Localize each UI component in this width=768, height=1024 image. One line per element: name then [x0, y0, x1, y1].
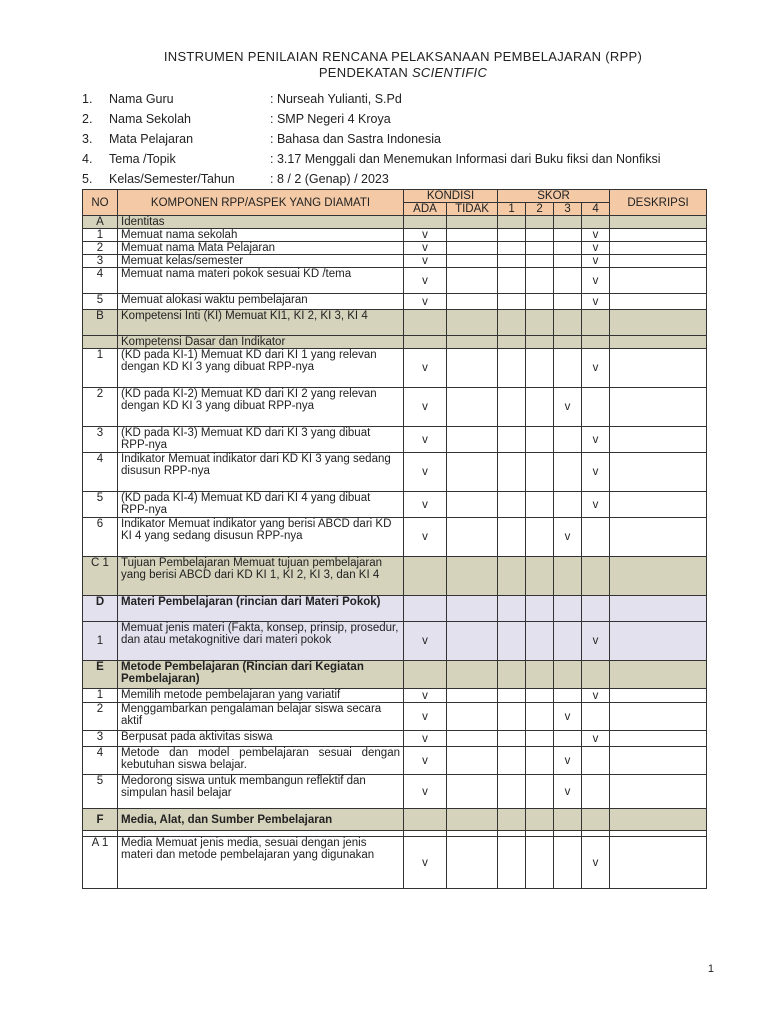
- row-text: (KD pada KI-1) Memuat KD dari KI 1 yang relevan dengan KD KI 3 yang dibuat RPP-nya: [118, 349, 404, 388]
- check-ada: v: [404, 689, 447, 703]
- row-text: Metode dan model pembelajaran sesuai dengan kebutuhan siswa belajar.: [118, 747, 404, 775]
- header-skor-4: 4: [582, 203, 610, 216]
- info-value: : 3.17 Menggali dan Menemukan Informasi dari Buku fiksi dan Nonfiksi: [270, 152, 661, 166]
- check-ada: v: [404, 349, 447, 388]
- check-ada: v: [404, 242, 447, 255]
- check-ada: v: [404, 427, 447, 453]
- info-value: : Bahasa dan Sastra Indonesia: [270, 132, 441, 146]
- info-label: Nama Guru: [109, 92, 174, 106]
- row-no: 3: [83, 255, 118, 268]
- info-value: : 8 / 2 (Genap) / 2023: [270, 172, 389, 186]
- row-text: Identitas: [118, 216, 404, 229]
- check-score-3: v: [554, 518, 582, 557]
- row-text: (KD pada KI-3) Memuat KD dari KI 3 yang dibuat RPP-nya: [118, 427, 404, 453]
- check-score-3: v: [554, 388, 582, 427]
- check-score-4: v: [582, 427, 610, 453]
- table-row: [83, 622, 707, 661]
- check-score-4: v: [582, 268, 610, 294]
- row-no: 5: [83, 492, 118, 518]
- row-no: 2: [83, 388, 118, 427]
- info-num: 2.: [82, 112, 93, 126]
- info-num: 5.: [82, 172, 93, 186]
- table-row: [83, 255, 707, 268]
- row-no: C 1: [83, 557, 118, 596]
- page-number: 1: [707, 963, 714, 975]
- row-text: Tujuan Pembelajaran Memuat tujuan pembelajaran yang berisi ABCD dari KD KI 1, KI 2, KI 3, dan KI 4: [118, 557, 404, 596]
- row-text: Menggambarkan pengalaman belajar siswa secara aktif: [118, 703, 404, 731]
- header-skor-2: 2: [526, 203, 554, 216]
- table-row: [83, 229, 707, 242]
- document-title: [0, 49, 768, 81]
- table-row: [83, 492, 707, 518]
- check-ada: v: [404, 837, 447, 889]
- table-row: [83, 518, 707, 557]
- check-ada: v: [404, 388, 447, 427]
- header-komponen: KOMPONEN RPP/ASPEK YANG DIAMATI: [118, 190, 404, 216]
- info-num: 4.: [82, 152, 93, 166]
- header-ada: ADA: [404, 203, 447, 216]
- check-ada: v: [404, 255, 447, 268]
- header-deskripsi: DESKRIPSI: [610, 190, 707, 216]
- check-ada: v: [404, 731, 447, 747]
- section-row: [83, 809, 707, 831]
- row-text: (KD pada KI-2) Memuat KD dari KI 2 yang relevan dengan KD KI 3 yang dibuat RPP-nya: [118, 388, 404, 427]
- row-no: 4: [83, 747, 118, 775]
- check-score-3: v: [554, 703, 582, 731]
- section-row: [83, 336, 707, 349]
- table-header-row: [83, 190, 707, 203]
- row-no: 6: [83, 518, 118, 557]
- check-score-4: v: [582, 349, 610, 388]
- header-no: NO: [83, 190, 118, 216]
- header-skor-3: 3: [554, 203, 582, 216]
- check-score-4: v: [582, 492, 610, 518]
- row-text: Memuat kelas/semester: [118, 255, 404, 268]
- check-ada: v: [404, 294, 447, 310]
- row-no: 3: [83, 731, 118, 747]
- check-ada: v: [404, 703, 447, 731]
- header-kondisi: KONDISI: [404, 190, 498, 203]
- check-score-4: v: [582, 242, 610, 255]
- title-line-2-italic: SCIENTIFIC: [411, 65, 488, 80]
- row-text: Memuat nama sekolah: [118, 229, 404, 242]
- table-row: [83, 837, 707, 889]
- row-text: Memuat nama materi pokok sesuai KD /tema: [118, 268, 404, 294]
- section-row: [83, 310, 707, 336]
- table-row: [83, 453, 707, 492]
- row-no: 4: [83, 268, 118, 294]
- row-no: [83, 336, 118, 349]
- row-no: 1: [83, 349, 118, 388]
- row-text: Memuat jenis materi (Fakta, konsep, prinsip, prosedur, dan atau metakognitive dari materi pokok: [118, 622, 404, 661]
- header-tidak: TIDAK: [447, 203, 498, 216]
- row-no: 1: [83, 689, 118, 703]
- header-skor-1: 1: [498, 203, 526, 216]
- row-no: F: [83, 809, 118, 831]
- section-row: [83, 596, 707, 622]
- check-score-4: v: [582, 689, 610, 703]
- check-ada: v: [404, 747, 447, 775]
- row-no: 1: [83, 229, 118, 242]
- row-no: E: [83, 661, 118, 689]
- check-ada: v: [404, 622, 447, 661]
- row-text: Indikator Memuat indikator dari KD KI 3 yang sedang disusun RPP-nya: [118, 453, 404, 492]
- row-text: Kompetensi Inti (KI) Memuat KI1, KI 2, KI 3, KI 4: [118, 310, 404, 336]
- check-score-3: v: [554, 747, 582, 775]
- row-text: Media Memuat jenis media, sesuai dengan jenis materi dan metode pembelajaran yang digunakan: [118, 837, 404, 889]
- row-text: Metode Pembelajaran (Rincian dari Kegiatan Pembelajaran): [118, 661, 404, 689]
- assessment-table: [82, 189, 707, 889]
- table-row: [83, 268, 707, 294]
- header-skor: SKOR: [498, 190, 610, 203]
- table-row: [83, 775, 707, 809]
- row-no: 2: [83, 703, 118, 731]
- row-no: D: [83, 596, 118, 622]
- check-ada: v: [404, 492, 447, 518]
- row-no: 5: [83, 775, 118, 809]
- row-no: A: [83, 216, 118, 229]
- row-text: Medorong siswa untuk membangun reflektif dan simpulan hasil belajar: [118, 775, 404, 809]
- title-line-1: INSTRUMEN PENILAIAN RENCANA PELAKSANAAN PEMBELAJARAN (RPP): [163, 49, 643, 64]
- info-value: : Nurseah Yulianti, S.Pd: [270, 92, 402, 106]
- section-row: [83, 216, 707, 229]
- title-line-2: [0, 65, 768, 81]
- table-row: [83, 349, 707, 388]
- section-row: [83, 661, 707, 689]
- check-score-4: v: [582, 229, 610, 242]
- table-row: [83, 689, 707, 703]
- row-text: Media, Alat, dan Sumber Pembelajaran: [118, 809, 404, 831]
- check-score-4: v: [582, 294, 610, 310]
- check-score-4: v: [582, 837, 610, 889]
- title-line-2-prefix: PENDEKATAN: [318, 65, 412, 80]
- info-label: Kelas/Semester/Tahun: [109, 172, 235, 186]
- row-no: 1: [83, 622, 118, 661]
- info-num: 1.: [82, 92, 93, 106]
- row-text: Berpusat pada aktivitas siswa: [118, 731, 404, 747]
- row-text: Memilih metode pembelajaran yang variatif: [118, 689, 404, 703]
- row-text: Memuat alokasi waktu pembelajaran: [118, 294, 404, 310]
- check-ada: v: [404, 518, 447, 557]
- row-text: Indikator Memuat indikator yang berisi ABCD dari KD KI 4 yang sedang disusun RPP-nya: [118, 518, 404, 557]
- row-no: 5: [83, 294, 118, 310]
- table-row: [83, 731, 707, 747]
- check-score-4: v: [582, 453, 610, 492]
- table-row: [83, 747, 707, 775]
- check-ada: v: [404, 229, 447, 242]
- check-score-4: v: [582, 622, 610, 661]
- info-value: : SMP Negeri 4 Kroya: [270, 112, 391, 126]
- row-no: B: [83, 310, 118, 336]
- check-score-4: v: [582, 731, 610, 747]
- check-ada: v: [404, 453, 447, 492]
- info-label: Mata Pelajaran: [109, 132, 194, 146]
- check-ada: v: [404, 775, 447, 809]
- info-num: 3.: [82, 132, 93, 146]
- row-no: A 1: [83, 837, 118, 889]
- section-row: [83, 557, 707, 596]
- row-no: 2: [83, 242, 118, 255]
- table-row: [83, 388, 707, 427]
- row-no: 3: [83, 427, 118, 453]
- info-label: Nama Sekolah: [109, 112, 191, 126]
- check-score-3: v: [554, 775, 582, 809]
- table-row: [83, 703, 707, 731]
- table-row: [83, 427, 707, 453]
- check-score-4: v: [582, 255, 610, 268]
- table-row: [83, 242, 707, 255]
- row-text: (KD pada KI-4) Memuat KD dari KI 4 yang dibuat RPP-nya: [118, 492, 404, 518]
- check-ada: v: [404, 268, 447, 294]
- row-no: 4: [83, 453, 118, 492]
- row-text: Kompetensi Dasar dan Indikator: [118, 336, 404, 349]
- row-text: Memuat nama Mata Pelajaran: [118, 242, 404, 255]
- row-text: Materi Pembelajaran (rincian dari Materi Pokok): [118, 596, 404, 622]
- info-label: Tema /Topik: [109, 152, 176, 166]
- table-row: [83, 294, 707, 310]
